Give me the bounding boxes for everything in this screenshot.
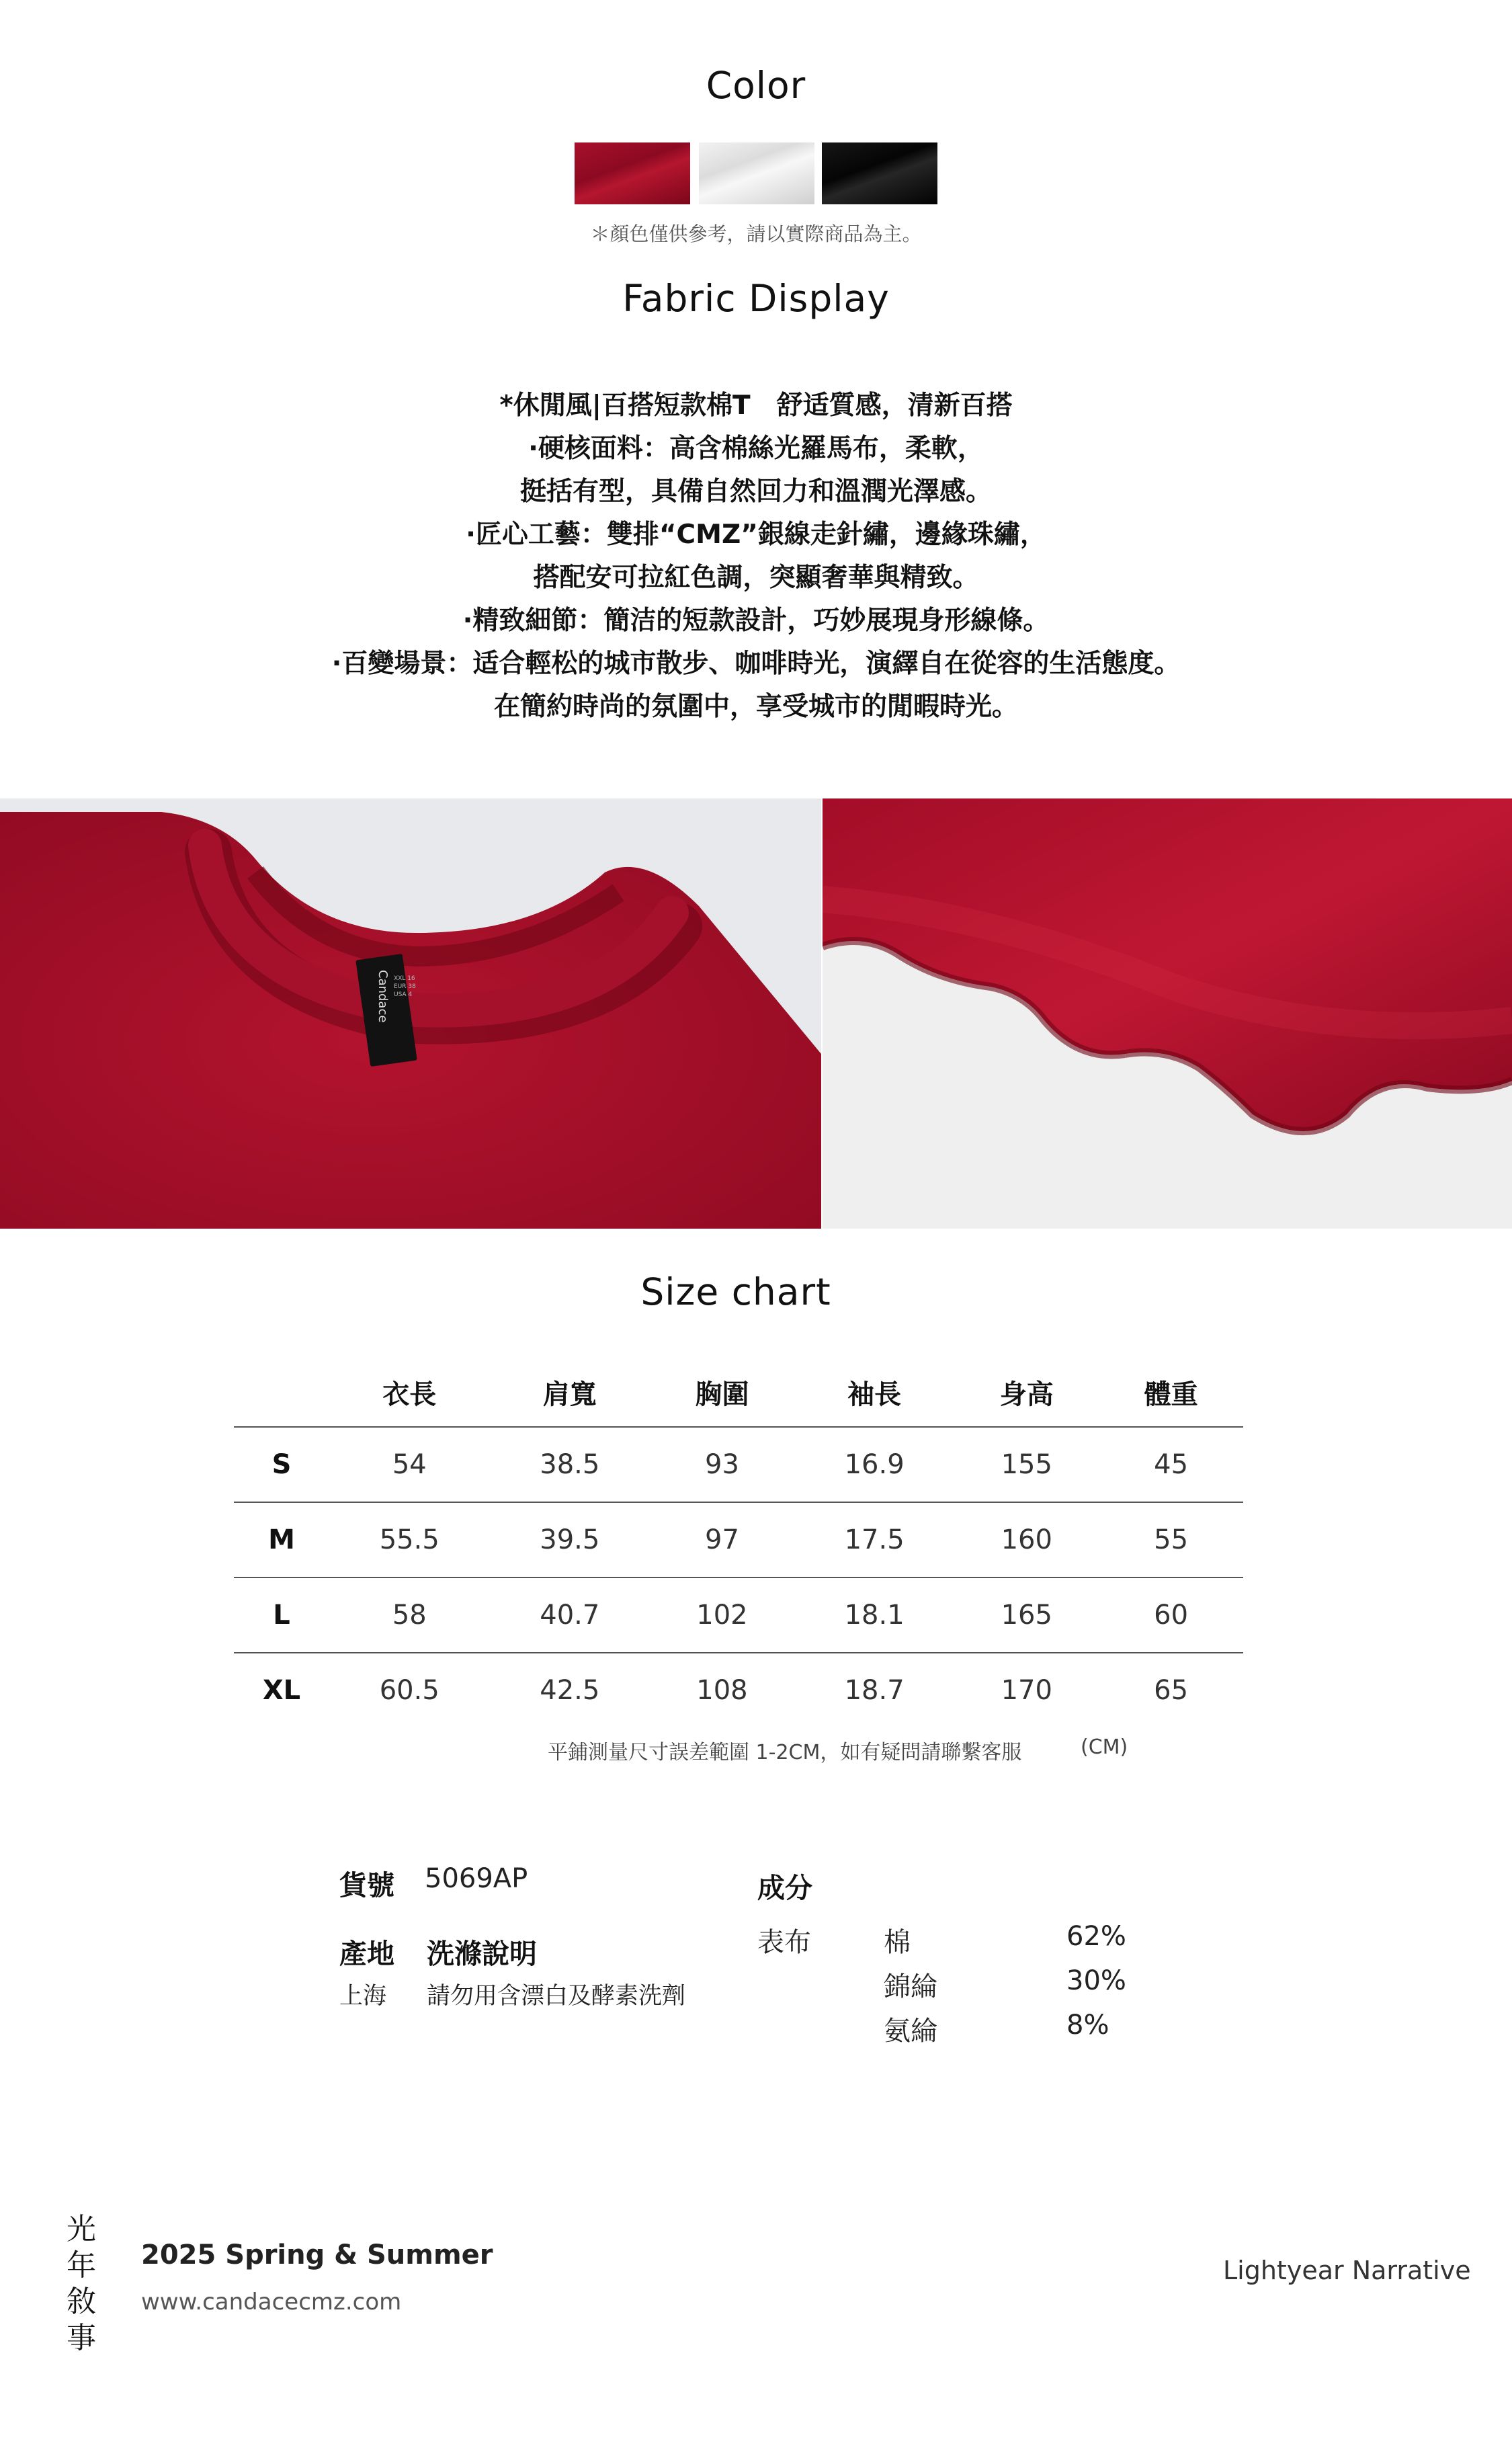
size-label: XL [234,1653,329,1727]
color-swatch-black[interactable] [822,142,937,204]
size-cell: 42.5 [490,1653,650,1727]
size-chart-note: 平鋪測量尺寸誤差範圍 1-2CM，如有疑問請聯繫客服 [548,1741,1022,1764]
size-cell: 54 [329,1427,490,1502]
footer-tagline: Lightyear Narrative [1223,2256,1471,2285]
size-cell: 55.5 [329,1502,490,1577]
size-cell: 102 [650,1577,794,1653]
size-cell: 55 [1099,1502,1243,1577]
fabric-line: 挺括有型，具備自然回力和溫潤光澤感。 [519,477,992,507]
size-chart-unit: (CM) [1081,1735,1128,1759]
size-cell: 65 [1099,1653,1243,1727]
item-no-value: 5069AP [425,1863,528,1894]
size-cell: 18.7 [794,1653,955,1727]
composition-label: 成分 [757,1872,812,1904]
size-cell: 38.5 [490,1427,650,1502]
brand-char: 年 [67,2248,96,2283]
product-photo-collar [0,798,821,1229]
size-col-header: 胸圍 [695,1379,749,1410]
brand-vertical [65,2211,98,2356]
size-cell: 93 [650,1427,794,1502]
size-cell: 97 [650,1502,794,1577]
color-swatch-white[interactable] [699,142,814,204]
color-note: ＊顏色僅供參考，請以實際商品為主。 [590,222,922,245]
wash-label: 洗滌說明 [427,1938,537,1970]
composition-name: 錦綸 [884,1971,937,2002]
size-col-header: 身高 [999,1379,1054,1410]
fabric-title: Fabric Display [622,277,890,320]
size-col-header: 體重 [1144,1379,1198,1410]
size-col-header: 肩寬 [542,1379,597,1410]
wash-value: 請勿用含漂白及酵素洗劑 [427,1983,686,2010]
fabric-line: ·匠心工藝：雙排“CMZ”銀線走針繡，邊緣珠繡， [466,520,1046,550]
table-row [234,1653,1243,1727]
item-no-label: 貨號 [339,1869,394,1901]
size-cell: 16.9 [794,1427,955,1502]
product-photo-hem [823,798,1512,1229]
fabric-line: ·精致細節：簡洁的短款設計，巧妙展現身形線條。 [462,606,1050,636]
label-size-line: XXL 16 [394,975,415,982]
table-row [234,1577,1243,1653]
size-label: M [234,1502,329,1577]
fabric-description [0,384,1512,729]
size-cell: 170 [954,1653,1099,1727]
composition-name: 棉 [884,1927,911,1958]
size-cell: 39.5 [490,1502,650,1577]
composition-pct: 62% [1066,1921,1126,1952]
size-cell: 40.7 [490,1577,650,1653]
origin-label: 產地 [339,1938,394,1970]
fabric-line: *休閒風|百搭短款棉T 舒适質感，清新百搭 [499,391,1013,421]
material-label: 表布 [757,1927,811,1958]
footer-url[interactable]: www.candacecmz.com [141,2289,402,2315]
brand-char: 敘 [67,2285,96,2319]
size-chart-table [234,1358,1243,1727]
size-cell: 155 [954,1427,1099,1502]
size-label: S [234,1427,329,1502]
size-col-header: 衣長 [382,1379,437,1410]
brand-char: 光 [67,2212,96,2246]
label-size-line: EUR 38 [394,983,416,990]
table-row [234,1427,1243,1502]
fabric-line: ·硬核面料：高含棉絲光羅馬布，柔軟， [528,434,984,464]
fabric-line: 搭配安可拉紅色調，突顯奢華與精致。 [533,563,979,593]
size-table-corner [234,1358,329,1427]
size-label: L [234,1577,329,1653]
size-cell: 18.1 [794,1577,955,1653]
color-title: Color [706,64,806,107]
composition-pct: 30% [1066,1965,1126,1996]
size-cell: 160 [954,1502,1099,1577]
color-swatch-red[interactable] [575,142,690,204]
label-brand: Candace [376,970,390,1023]
size-cell: 108 [650,1653,794,1727]
footer-season: 2025 Spring & Summer [141,2240,493,2270]
table-row [234,1502,1243,1577]
size-table-header-row [234,1358,1243,1427]
size-chart-title: Size chart [640,1270,831,1313]
fabric-line: ·百變場景：适合輕松的城市散步、咖啡時光，演繹自在從容的生活態度。 [331,649,1181,679]
size-col-header: 袖長 [847,1379,902,1410]
fabric-line: 在簡約時尚的氛圍中，享受城市的閒暇時光。 [493,692,1018,722]
size-cell: 45 [1099,1427,1243,1502]
brand-char: 事 [67,2321,96,2355]
size-cell: 165 [954,1577,1099,1653]
composition-name: 氨綸 [884,2016,937,2047]
size-cell: 60 [1099,1577,1243,1653]
composition-pct: 8% [1066,2010,1109,2041]
size-cell: 60.5 [329,1653,490,1727]
label-size-line: USA 4 [394,991,413,998]
label-size-tag [394,975,416,999]
size-cell: 17.5 [794,1502,955,1577]
size-cell: 58 [329,1577,490,1653]
origin-value: 上海 [339,1983,387,2010]
